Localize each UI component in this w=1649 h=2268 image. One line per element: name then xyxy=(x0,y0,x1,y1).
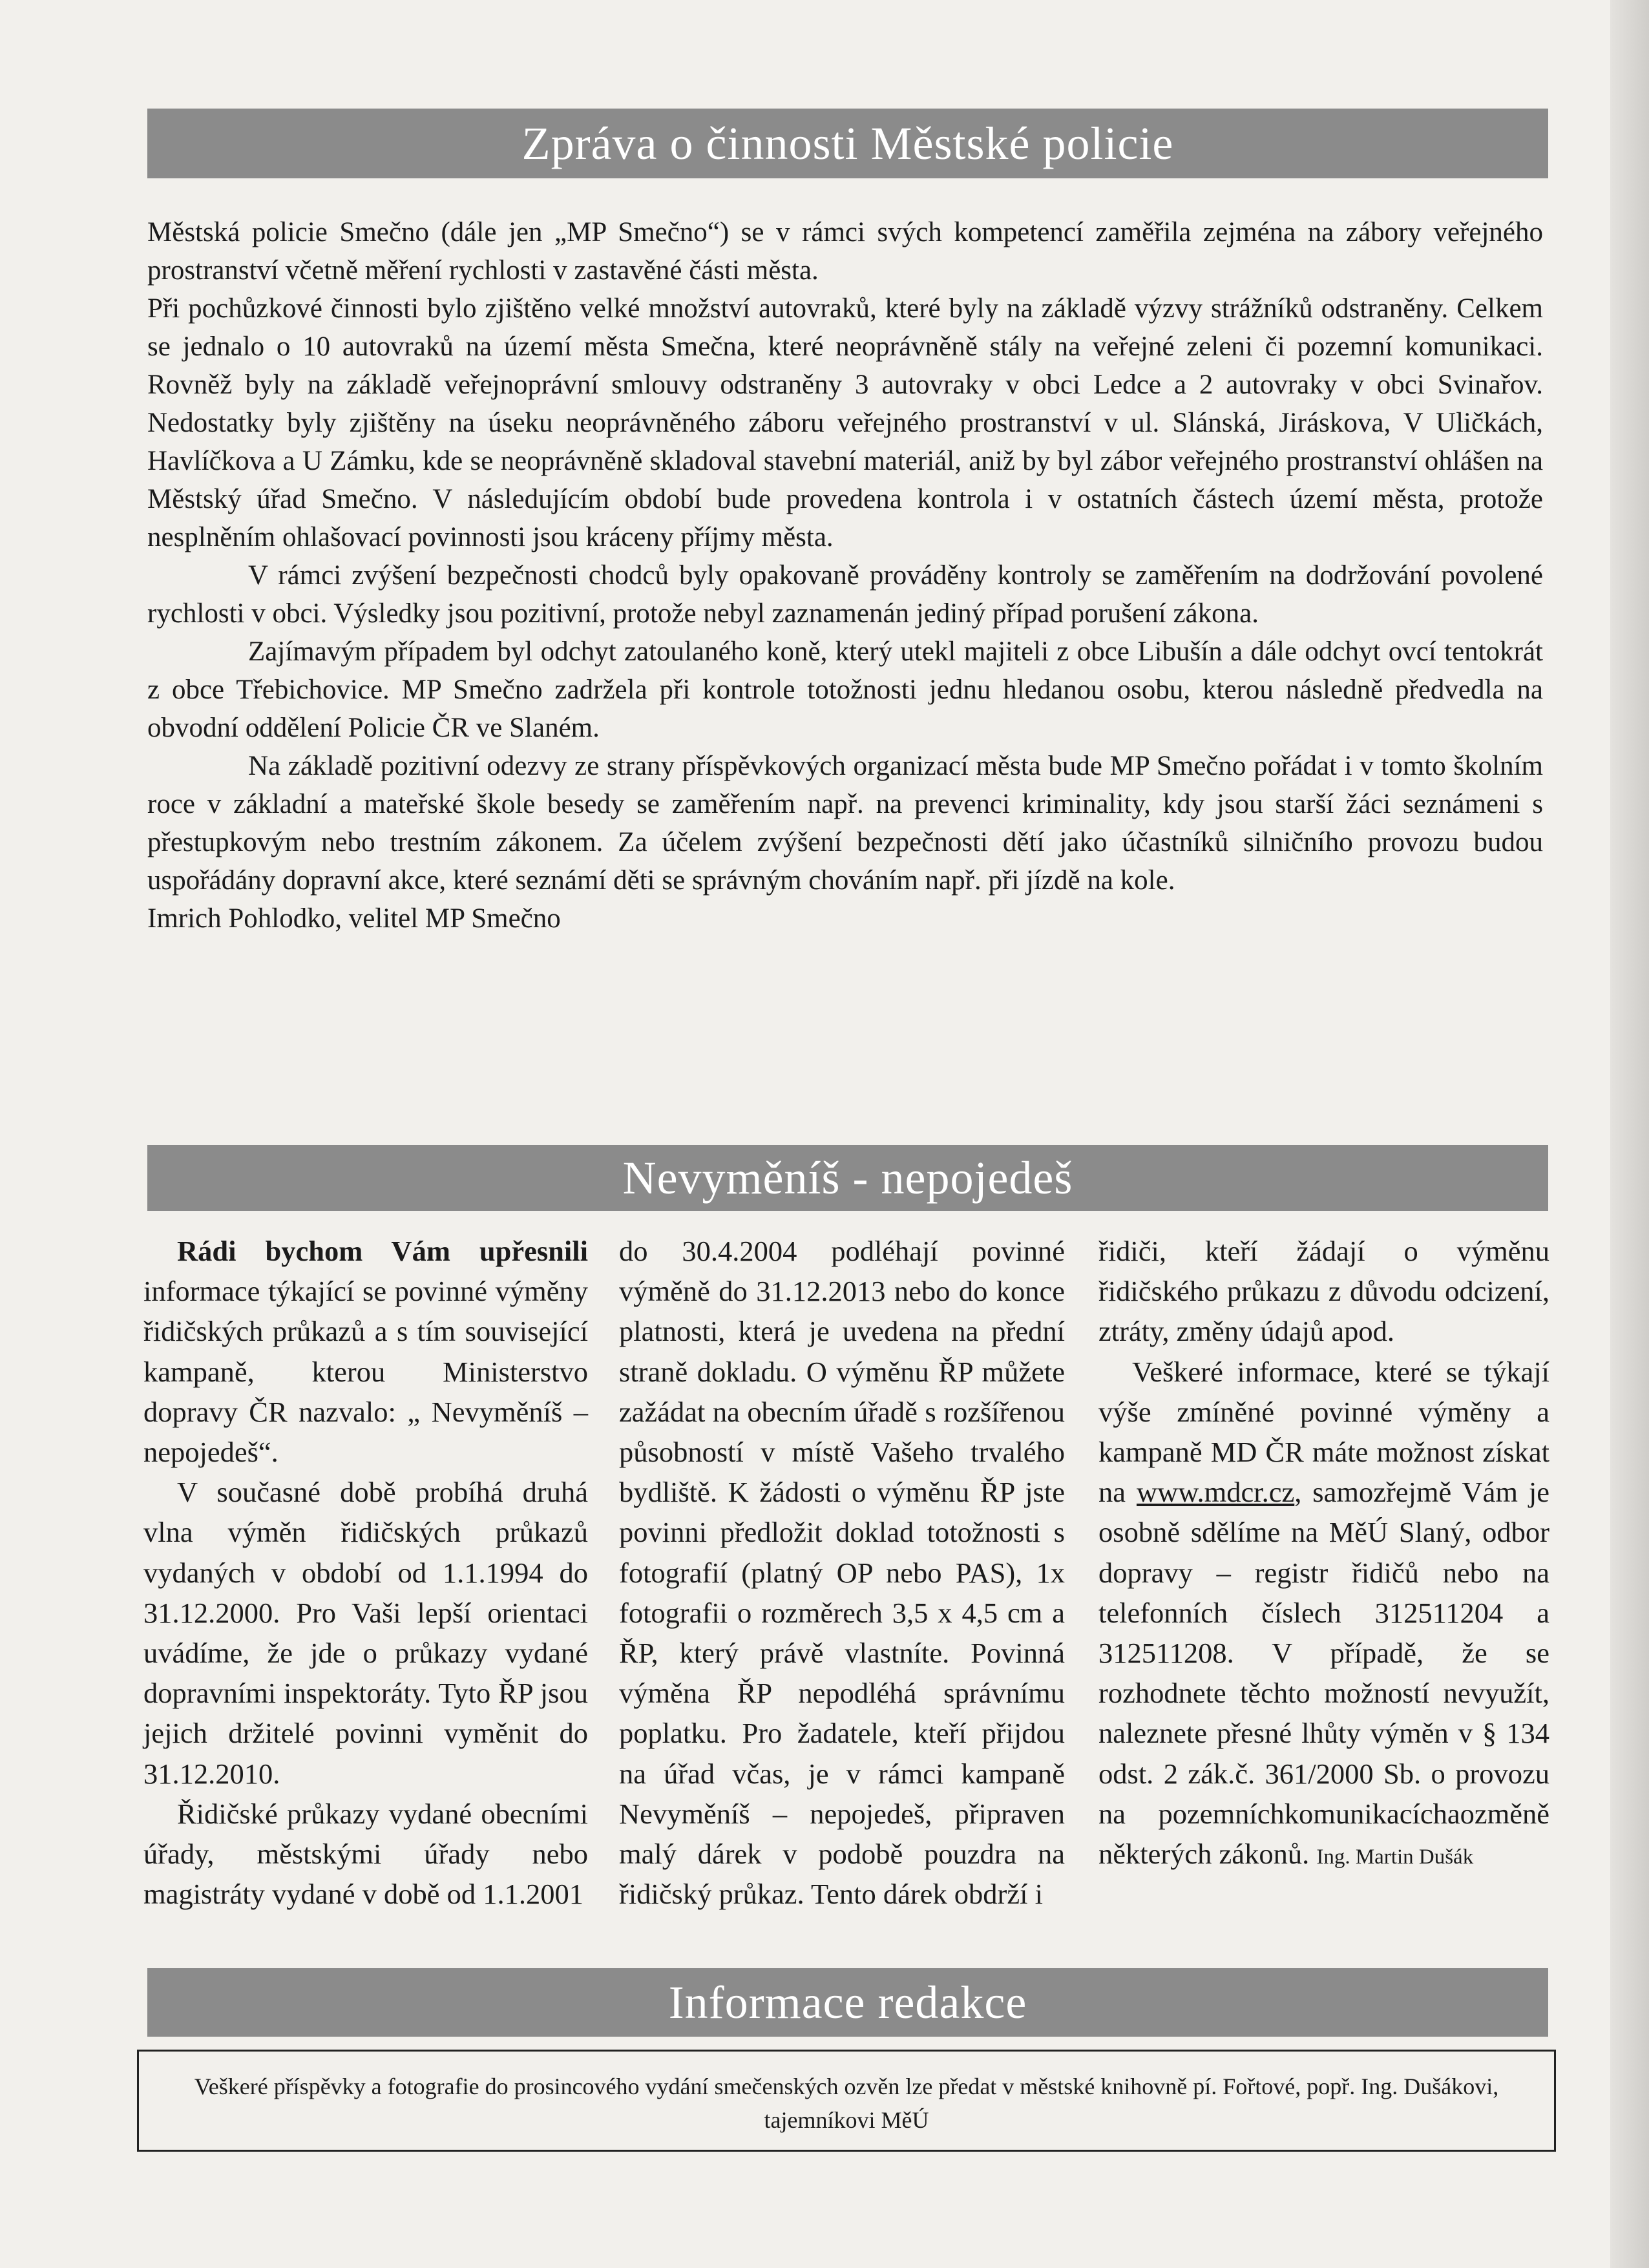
paragraph-text: , samozřejmě Vám je osobně sdělíme na MěÚ Slaný, odbor dopravy – registr řidičů nebo na telefonních číslech 312511204 a 312511208. V případě, že se rozhodnete těchto možností nevyužít, naleznete přesné lhůty výměn v § 134 odst. 2 zák.č. 361/2000 Sb. o provozu na pozemníchkomunikacíchaozměně některých zákonů. xyxy=(1098,1476,1550,1871)
notice-text: Veškeré příspěvky a fotografie do prosincového vydání smečenských ozvěn lze předat v městské knihovně pí. Fořtové, popř. Ing. Dušákovi, tajemníkovi MěÚ xyxy=(194,2074,1499,2133)
author: Ing. Martin Dušák xyxy=(1316,1845,1474,1869)
license-article-column-3 xyxy=(1098,1231,1549,1948)
paragraph: Zajímavým případem byl odchyt zatoulaného koně, který utekl majiteli z obce Libušín a dále odchyt ovcí tentokrát z obce Třebichovice. MP Smečno zadržela při kontrole totožnosti jednu hledanou osobu, kterou následně předvedla na obvodní oddělení Policie ČR ve Slaném. xyxy=(147,636,1543,743)
paragraph: Při pochůzkové činnosti bylo zjištěno velké množství autovraků, které byly na základě výzvy strážníků odstraněny. Celkem se jednalo o 10 autovraků na území města Smečna, které neoprávněně stály na veřejné zeleni či pozemní komunikaci. Rovněž byly na základě veřejnoprávní smlouvy odstraněny 3 autovraky v obci Ledce a 2 autovraky v obci Svinařov. Nedostatky byly zjištěny na úseku neoprávněného záboru veřejného prostranství v ul. Slánská, Jiráskova, V Uličkách, Havlíčkova a U Zámku, kde se neoprávněně skladoval stavební materiál, aniž by byl zábor veřejného prostranství ohlášen na Městský úřad Smečno. V následujícím období bude provedena kontrola i v ostatních částech území města, protože nesplněním ohlašovací povinnosti jsou kráceny příjmy města. xyxy=(147,293,1543,552)
section-title-police: Zpráva o činnosti Městské policie xyxy=(147,109,1548,178)
section-title-editorial: Informace redakce xyxy=(147,1968,1548,2037)
signature: Imrich Pohlodko, velitel MP Smečno xyxy=(147,903,561,934)
lead-text: Rádi bychom Vám upřesnili xyxy=(177,1235,588,1267)
paragraph: V rámci zvýšení bezpečnosti chodců byly opakovaně prováděny kontroly se zaměřením na dodržování povolené rychlosti v obci. Výsledky jsou pozitivní, protože nebyl zaznamenán jediný případ porušení zákona. xyxy=(147,560,1543,629)
page-edge-shadow xyxy=(1610,0,1649,2268)
paragraph xyxy=(1098,1352,1549,1878)
license-article-column-2 xyxy=(619,1231,1065,1948)
paragraph: řidiči, kteří žádají o výměnu řidičského průkazu z důvodu odcizení, ztráty, změny údajů apod. xyxy=(1098,1235,1549,1348)
editorial-notice-box xyxy=(137,2050,1556,2152)
paragraph-text: Veškeré informace, které se týkají výše zmíněné povinné výměny a kampaně MD ČR máte možnost získat na xyxy=(1098,1355,1549,1509)
paragraph: do 30.4.2004 podléhají povinné výměně do 31.12.2013 nebo do konce platnosti, která je uvedena na přední straně dokladu. O výměnu ŘP můžete zažádat na obecním úřadě s rozšířenou působností v místě Vašeho trvalého bydliště. K žádosti o výměnu ŘP jste povinni předložit doklad totožnosti s fotografií (platný OP nebo PAS), 1x fotografii o rozměrech 3,5 x 4,5 cm a ŘP, který právě vlastníte. Povinná výměna ŘP nepodléhá správnímu poplatku. Pro žadatele, kteří přijdou na úřad včas, je v rámci kampaně Nevyměníš – nepojedeš, připraven malý dárek v podobě pouzdra na řidičský průkaz. Tento dárek obdrží i xyxy=(619,1235,1065,1911)
paragraph xyxy=(143,1231,588,1472)
license-article-column-1 xyxy=(143,1231,588,1948)
paragraph-text: informace týkající se povinné výměny řidičských průkazů a s tím související kampaně, kterou Ministerstvo dopravy ČR nazvalo: „ Nevyměníš – nepojedeš“. xyxy=(143,1275,588,1469)
paragraph: V současné době probíhá druhá vlna výměn řidičských průkazů vydaných v období od 1.1.1994 do 31.12.2000. Pro Vaši lepší orientaci uvádíme, že jde o průkazy vydané dopravními inspektoráty. Tyto ŘP jsou jejich držitelé povinni vyměnit do 31.12.2010. xyxy=(143,1476,588,1790)
mdcr-link[interactable]: www.mdcr.cz xyxy=(1136,1476,1295,1509)
paragraph: Městská policie Smečno (dále jen „MP Smečno“) se v rámci svých kompetencí zaměřila zejména na zábory veřejného prostranství včetně měření rychlosti v zastavěné části města. xyxy=(147,217,1543,286)
section-title-license: Nevyměníš - nepojedeš xyxy=(147,1145,1548,1211)
paragraph: Řidičské průkazy vydané obecními úřady, městskými úřady nebo magistráty vydané v době od 1.1.2001 xyxy=(143,1797,588,1911)
paragraph: Na základě pozitivní odezvy ze strany příspěvkových organizací města bude MP Smečno pořádat i v tomto školním roce v základní a mateřské škole besedy se zaměřením např. na prevenci kriminality, kdy jsou starší žáci seznámeni s přestupkovým nebo trestním zákonem. Za účelem zvýšení bezpečnosti dětí jako účastníků silničního provozu budou uspořádány dopravní akce, které seznámí děti se správným chováním např. při jízdě na kole. xyxy=(147,751,1543,896)
police-report-article xyxy=(147,213,1543,938)
